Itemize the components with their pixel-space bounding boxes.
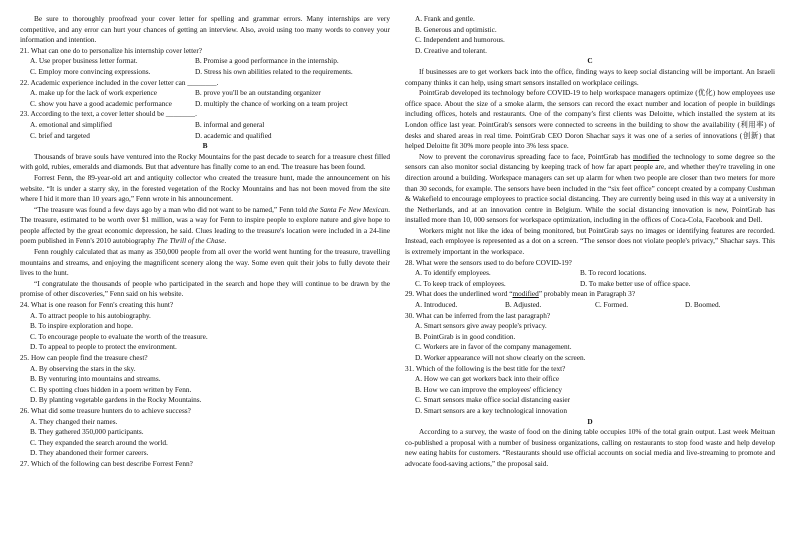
option-d: D. They abandoned their former careers. xyxy=(30,448,149,458)
option-a: A. They changed their names. xyxy=(30,416,118,426)
option-d: D. multiply the chance of working on a team project xyxy=(195,98,348,108)
option-d: D. Creative and tolerant. xyxy=(415,45,487,55)
right-column xyxy=(405,14,775,470)
option-b: B. They gathered 350,000 participants. xyxy=(30,427,144,437)
option-c: C. To encourage people to evaluate the worth of the treasure. xyxy=(30,331,208,341)
question-stem: 29. What does the underlined word “modified” probably mean in Paragraph 3? xyxy=(405,289,636,299)
option-b: B. Adjusted. xyxy=(505,300,542,310)
question-stem: 30. What can be inferred from the last paragraph? xyxy=(405,310,551,320)
question-28 xyxy=(405,258,775,290)
passage-c-paragraph-1: If businesses are to get workers back into the office, finding ways to keep social distancing will be important. An Israeli company thinks it can help, using smart sensors installed on workplace ceilings. xyxy=(405,66,775,87)
newspaper-title: the Santa Fe New Mexican xyxy=(308,204,389,214)
left-column xyxy=(20,14,390,470)
book-title: The Thrill of the Chase xyxy=(156,236,225,246)
option-a: A. How we can get workers back into their office xyxy=(415,374,560,384)
option-a: A. To attract people to his autobiography. xyxy=(30,310,151,320)
option-b: B. By venturing into mountains and streams. xyxy=(30,374,161,384)
option-a: A. Introduced. xyxy=(415,300,458,310)
option-a: A. Use proper business letter format. xyxy=(30,56,138,66)
option-a: A. make up for the lack of work experience xyxy=(30,88,158,98)
question-stem: 21. What can one do to personalize his internship cover letter? xyxy=(20,45,203,55)
option-a: A. emotional and simplified xyxy=(30,119,112,129)
question-29 xyxy=(405,289,775,310)
passage-b-paragraph-2: Forrest Fenn, the 89-year-old art and antiquity collector who created the treasure hunt, made the announcement on his website. “It is under a starry sky, in the forested vegetation of the Rocky Mountains and has not been moved from the site where I hid it more than 10 years ago,” Fenn wrote in his announcement. xyxy=(20,172,390,204)
passage-b-paragraph-3: “The treasure was found a few days ago by a man who did not want to be named,” Fenn told the Santa Fe New Mexican. The treasure, estimated to be worth over $1 million, was a way for Fenn to inspire people to explore nature and give hope to people affected by the great economic depression, he said. Clues leading to the treasure's location were included in a 24-line poem published in Fenn's 2010 autobiography The Thrill of the Chase. xyxy=(20,204,390,246)
option-d: D. To appeal to people to protect the environment. xyxy=(30,342,177,352)
question-31 xyxy=(405,364,775,417)
option-b: B. Promise a good performance in the internship. xyxy=(195,56,339,66)
option-c: C. Employ more convincing expressions. xyxy=(30,66,151,76)
option-c: C. Formed. xyxy=(595,300,629,310)
section-b-heading: B xyxy=(202,141,208,151)
section-c-heading: C xyxy=(587,56,593,66)
option-d: D. academic and qualified xyxy=(195,130,272,140)
section-d-heading: D xyxy=(587,416,593,426)
passage-b-paragraph-4: Fenn roughly calculated that as many as 350,000 people from all over the world went hunting for the treasure, travelling mountains and streams, and enjoying the magnificent scenery along the way. Some even quit their jobs to fully devote their lives to the hunt. xyxy=(20,247,390,278)
option-d: D. To make better use of office space. xyxy=(580,278,691,288)
passage-d-paragraph-1: According to a survey, the waste of food on the dining table occupies 10% of the total grain output. Last week Meituan co-published a proposal with a number of business organizations, calling on restaurants to stop food waste and help develop new eating habits for customers. “Restaurants should use official accounts on social media and live-streaming to promote and advocate food-saving actions,” the proposal said. xyxy=(405,427,775,468)
question-stem: 26. What did some treasure hunters do to achieve success? xyxy=(20,405,191,415)
question-stem: 23. According to the text, a cover letter should be ________. xyxy=(20,109,197,119)
option-b: B. To inspire exploration and hope. xyxy=(30,321,133,331)
option-b: B. prove you'll be an outstanding organizer xyxy=(195,88,321,98)
option-c: C. Workers are in favor of the company management. xyxy=(415,342,572,352)
option-c: C. They expanded the search around the world. xyxy=(30,437,168,447)
option-d: D. Smart sensors are a key technological innovation xyxy=(415,405,567,415)
question-26 xyxy=(20,406,390,459)
question-21 xyxy=(20,46,390,78)
question-stem: 24. What is one reason for Fenn's creating this hunt? xyxy=(20,300,174,310)
option-b: B. PointGrab is in good condition. xyxy=(415,331,516,341)
option-d: D. Stress his own abilities related to the requirements. xyxy=(195,66,353,76)
option-a: A. Smart sensors give away people's privacy. xyxy=(415,321,547,331)
question-24 xyxy=(20,300,390,353)
question-22 xyxy=(20,78,390,110)
option-c: C. To keep track of employees. xyxy=(415,278,506,288)
underlined-word: modified xyxy=(632,151,660,161)
passage-b-paragraph-5: “I congratulate the thousands of people who participated in the search and hope they will continue to be drawn by the promise of other discoveries,” Fenn said on his website. xyxy=(20,278,390,299)
option-b: B. To record locations. xyxy=(580,268,647,278)
passage-c-paragraph-4: Workers might not like the idea of being monitored, but PointGrab says no images or identifying features are recorded. Instead, each employee is represented as a dot on a screen. “The sensor does not violate people's privacy,” Shachar says. This is extremely important in the workspace. xyxy=(405,225,775,257)
option-c: C. By spotting clues hidden in a poem written by Fenn. xyxy=(30,384,192,394)
option-c: C. show you have a good academic performance xyxy=(30,98,172,108)
question-25 xyxy=(20,353,390,406)
option-d: D. Worker appearance will not show clearly on the screen. xyxy=(415,353,586,362)
option-c: C. Smart sensors make office social distancing easier xyxy=(415,395,571,405)
question-stem: 31. Which of the following is the best title for the text? xyxy=(405,363,566,373)
option-b: B. informal and general xyxy=(195,119,265,129)
question-30 xyxy=(405,311,775,364)
question-27-options xyxy=(405,14,775,56)
question-stem: 25. How can people find the treasure chest? xyxy=(20,353,148,362)
option-d: D. Boomed. xyxy=(685,300,721,310)
option-a: A. Frank and gentle. xyxy=(415,14,475,23)
passage-c-paragraph-2: PointGrab developed its technology before COVID-19 to help workspace managers optimize (优化) how employees use office space. About the size of a smoke alarm, the sensors can record the exact number and location of people in buildings including offices, hotels and restaurants. One of the company's first clients was Deloitte, which installed the system at its London office last year. PointGrab's sensors were connected to screens in the building to show the availability (利用率) of desks and shared areas in real time. PointGrab CEO Doron Shachar says it was one of a series of innovations (创新) that helped Deloitte fit 30% more people into 3% less space. xyxy=(405,88,775,151)
passage-b-paragraph-1: Thousands of brave souls have ventured into the Rocky Mountains for the past decade to search for a treasure chest filled with gold, rubies, emeralds and diamonds. But that adventure has finally come to an end. The treasure has been found. xyxy=(20,151,390,172)
question-27-stem: 27. Which of the following can best describe Forrest Fenn? xyxy=(20,458,193,468)
option-c: C. Independent and humorous. xyxy=(415,35,505,45)
option-b: B. How we can improve the employees' efficiency xyxy=(415,384,563,394)
question-23 xyxy=(20,109,390,141)
passage-c-paragraph-3: Now to prevent the coronavirus spreading face to face, PointGrab has modified the technology to some degree so the sensors can also monitor social distancing by keeping track of how far apart people are, and whether they're traveling in one direction around a building. Workspace managers can set up alarm for when two people are closer than two meters for more than 30 seconds, for example. The sensors have been included in the “six feet office” concept created by a company Cushman & Wakefield to encourage employees to practice social distancing. They are currently being used in this way at a university in the Netherlands, and at an innovation centre in Belgium. While the social distancing innovation is new, PointGrab has installed more than 10, 000 sensors for workspace optimization, including in the offices of Coca-Cola, Facebook and Dell. xyxy=(405,151,776,225)
option-c: C. brief and targeted xyxy=(30,130,90,140)
question-stem: 28. What were the sensors used to do before COVID-19? xyxy=(405,257,572,267)
option-a: A. By observing the stars in the sky. xyxy=(30,363,136,373)
option-a: A. To identify employees. xyxy=(415,268,491,278)
option-b: B. Generous and optimistic. xyxy=(415,24,497,34)
option-d: D. By planting vegetable gardens in the Rocky Mountains. xyxy=(30,395,202,405)
passage-a-closing: Be sure to thoroughly proofread your cover letter for spelling and grammar errors. Many internships are very competitive, and any error can hurt your chances of getting an interview. Also, avoid using too many words to convey your information and intention. xyxy=(20,14,390,45)
question-stem: 22. Academic experience included in the cover letter can ________. xyxy=(20,77,219,87)
